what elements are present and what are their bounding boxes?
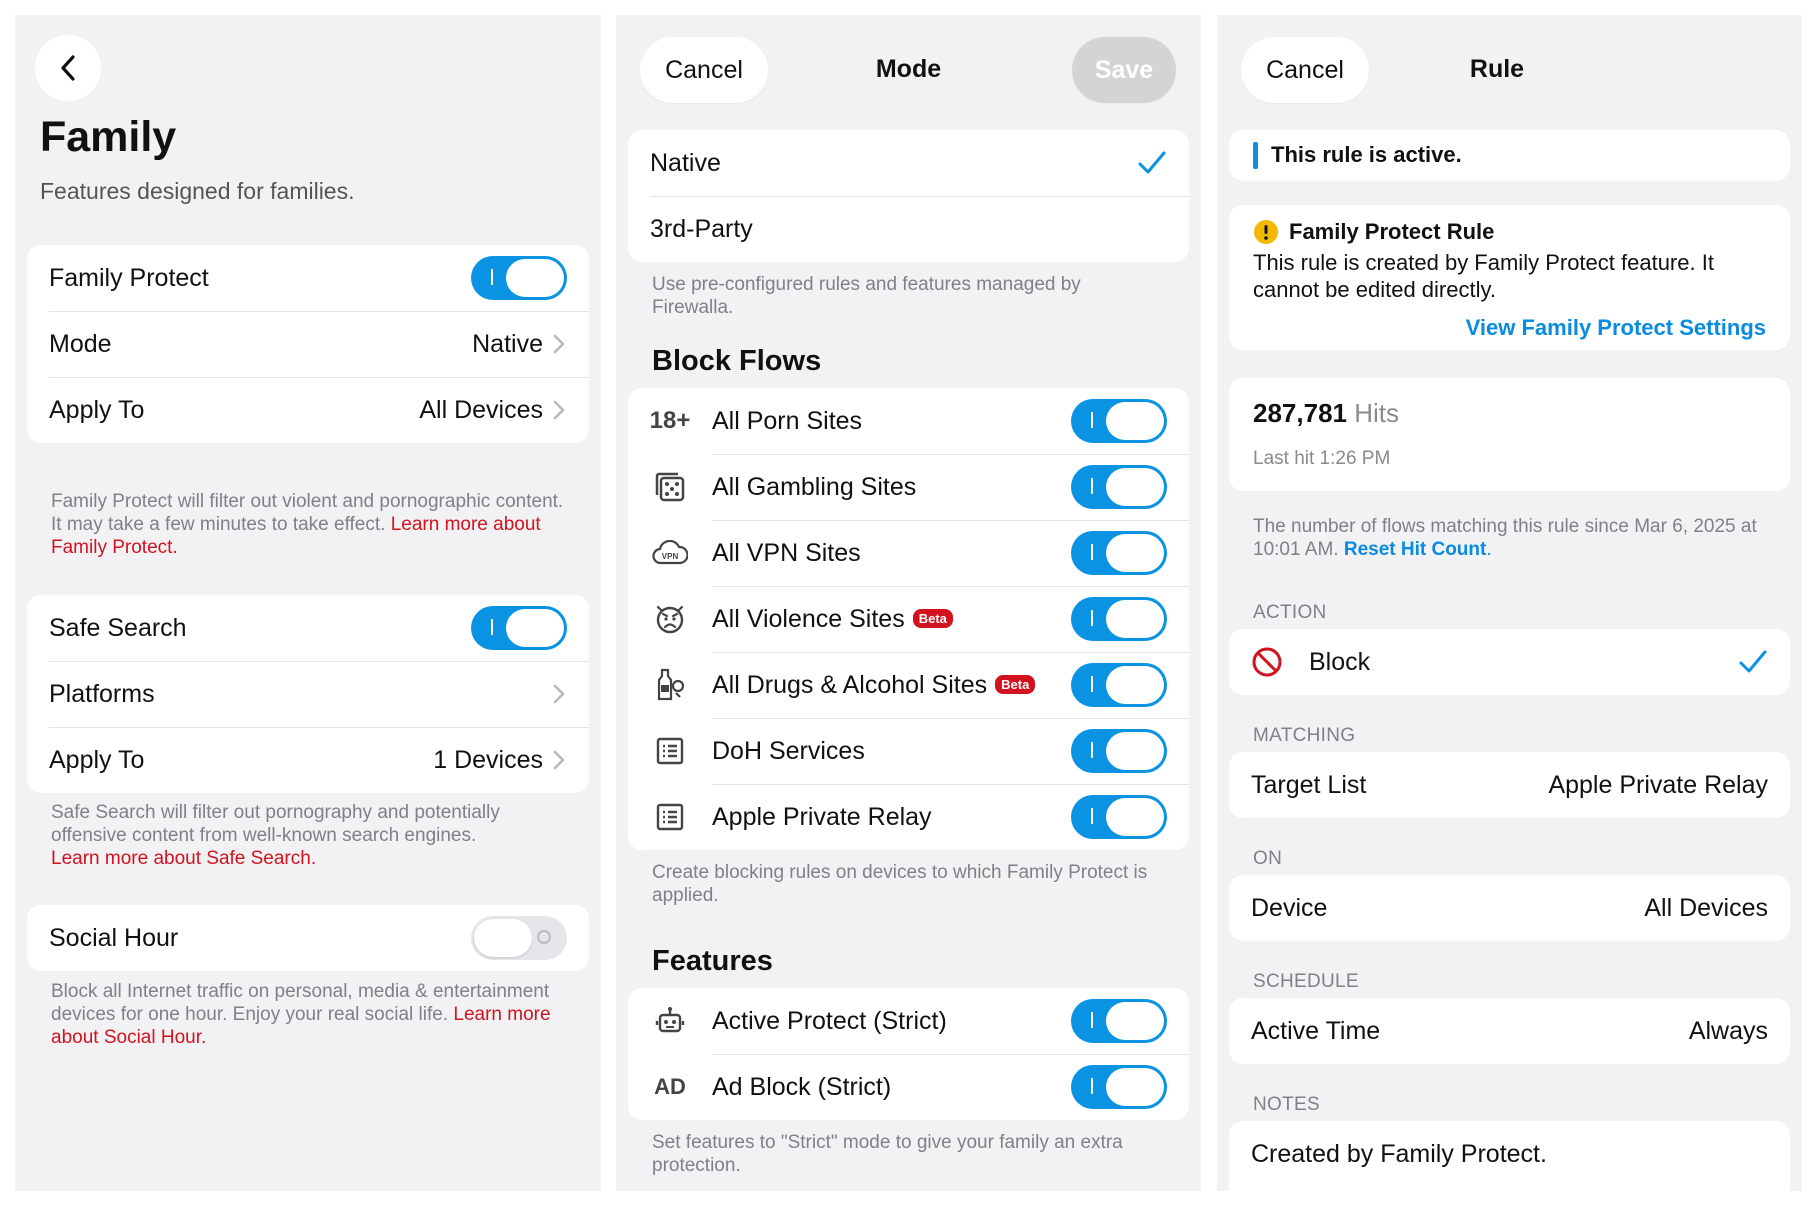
features-heading: Features bbox=[652, 945, 773, 977]
footnote-text: Block all Internet traffic on personal, media & entertainment devices for one hour. Enjoy your real social life. bbox=[51, 981, 550, 1025]
reset-hit-count-link[interactable]: Reset Hit Count bbox=[1343, 539, 1487, 560]
footnote-text: Safe Search will filter out pornography and potentially offensive content from well-known search engines. bbox=[51, 802, 500, 846]
target-list-row bbox=[1229, 752, 1790, 818]
action-value: Block bbox=[1309, 647, 1371, 676]
hits-label: Hits bbox=[1354, 398, 1399, 428]
family-protect-toggle[interactable] bbox=[471, 256, 567, 300]
social-hour-label: Social Hour bbox=[49, 923, 179, 952]
flow-label: DoH Services bbox=[712, 736, 865, 765]
action-header: ACTION bbox=[1253, 602, 1327, 623]
feature-toggle[interactable] bbox=[1071, 1065, 1167, 1109]
mode-options-group bbox=[628, 130, 1189, 262]
cancel-button[interactable]: Cancel bbox=[1241, 37, 1369, 103]
page-title: Family bbox=[40, 113, 177, 161]
flow-label: All VPN Sites bbox=[712, 538, 861, 567]
flows-note: Create blocking rules on devices to which Family Protect is applied. bbox=[652, 862, 1148, 906]
active-banner-text: This rule is active. bbox=[1271, 142, 1462, 167]
social-hour-group bbox=[27, 905, 589, 971]
active-time-row bbox=[1229, 998, 1790, 1064]
family-protect-row bbox=[27, 245, 589, 311]
safe-search-footnote bbox=[51, 801, 571, 870]
page-subtitle: Features designed for families. bbox=[40, 178, 355, 204]
checkmark-icon bbox=[1738, 649, 1768, 675]
cancel-button[interactable]: Cancel bbox=[640, 37, 768, 103]
checkmark-icon bbox=[1137, 150, 1167, 176]
flow-row-gambling bbox=[628, 454, 1189, 520]
mode-screen bbox=[616, 15, 1201, 1191]
ad-icon: AD bbox=[654, 1074, 686, 1099]
learn-more-safe-search-link[interactable]: Learn more about Safe Search bbox=[51, 848, 311, 869]
footnote-end: . bbox=[201, 1027, 207, 1048]
device-label: Device bbox=[1251, 893, 1328, 922]
safe-search-toggle[interactable] bbox=[471, 606, 567, 650]
active-time-label: Active Time bbox=[1251, 1016, 1381, 1045]
flow-row-violence bbox=[628, 586, 1189, 652]
feature-row-ad-block bbox=[628, 1054, 1189, 1120]
flow-toggle[interactable] bbox=[1071, 729, 1167, 773]
flow-row-vpn bbox=[628, 520, 1189, 586]
platforms-row[interactable] bbox=[27, 661, 589, 727]
feature-label: Active Protect (Strict) bbox=[712, 1006, 947, 1035]
feature-label: Ad Block (Strict) bbox=[712, 1072, 892, 1101]
flow-toggle[interactable] bbox=[1071, 465, 1167, 509]
safe-search-group bbox=[27, 595, 589, 793]
social-hour-row bbox=[27, 905, 589, 971]
beta-badge: Beta bbox=[995, 675, 1035, 694]
vpn-cloud-icon bbox=[650, 533, 690, 573]
list-icon bbox=[650, 797, 690, 837]
flow-toggle[interactable] bbox=[1071, 795, 1167, 839]
learn-more-family-protect-link[interactable]: Learn more about Family Protect bbox=[51, 514, 541, 558]
schedule-header: SCHEDULE bbox=[1253, 971, 1359, 992]
eighteen-plus-icon: 18+ bbox=[649, 407, 691, 434]
nav-title: Mode bbox=[875, 55, 942, 83]
hits-count: 287,781 bbox=[1253, 398, 1347, 428]
action-group bbox=[1229, 629, 1790, 695]
on-group bbox=[1229, 875, 1790, 941]
chevron-right-icon bbox=[553, 399, 567, 421]
active-banner bbox=[1229, 130, 1790, 181]
active-indicator-bar bbox=[1253, 142, 1258, 169]
feature-toggle[interactable] bbox=[1071, 999, 1167, 1043]
active-time-value: Always bbox=[1688, 1016, 1768, 1045]
flow-toggle[interactable] bbox=[1071, 399, 1167, 443]
platforms-label: Platforms bbox=[49, 679, 155, 708]
hits-card bbox=[1229, 378, 1790, 491]
dice-icon bbox=[650, 467, 690, 507]
view-family-protect-settings-link[interactable]: View Family Protect Settings bbox=[1465, 315, 1766, 340]
flow-label bbox=[712, 605, 1071, 634]
apply-to-value: 1 Devices bbox=[433, 745, 543, 774]
flow-toggle[interactable] bbox=[1071, 597, 1167, 641]
feature-row-active-protect bbox=[628, 988, 1189, 1054]
flow-row-doh bbox=[628, 718, 1189, 784]
safe-search-row bbox=[27, 595, 589, 661]
bottle-icon bbox=[650, 665, 690, 705]
chevron-left-icon bbox=[58, 54, 78, 82]
flow-row-apple-private-relay bbox=[628, 784, 1189, 850]
notes-row bbox=[1229, 1121, 1790, 1187]
flow-toggle[interactable] bbox=[1071, 531, 1167, 575]
safe-search-apply-to-row[interactable] bbox=[27, 727, 589, 793]
social-hour-toggle[interactable] bbox=[471, 916, 567, 960]
mode-option-label: Native bbox=[650, 148, 721, 177]
notes-header: NOTES bbox=[1253, 1094, 1320, 1115]
family-protect-footnote bbox=[51, 490, 571, 559]
mode-label: Mode bbox=[49, 329, 112, 358]
save-button[interactable]: Save bbox=[1072, 37, 1176, 103]
apply-to-label: Apply To bbox=[49, 745, 145, 774]
mode-value: Native bbox=[472, 329, 543, 358]
learn-more-social-hour-link[interactable]: Learn more about Social Hour bbox=[51, 1004, 551, 1048]
schedule-group bbox=[1229, 998, 1790, 1064]
flow-label-text: All Violence Sites bbox=[712, 604, 905, 633]
chevron-right-icon bbox=[553, 683, 567, 705]
matching-header: MATCHING bbox=[1253, 725, 1356, 746]
info-card bbox=[1229, 205, 1790, 350]
apply-to-label: Apply To bbox=[49, 395, 145, 424]
apply-to-value: All Devices bbox=[419, 395, 543, 424]
target-list-value: Apple Private Relay bbox=[1548, 770, 1768, 799]
flow-row-drugs bbox=[628, 652, 1189, 718]
hits-note bbox=[1253, 515, 1773, 561]
warning-icon bbox=[1253, 219, 1279, 245]
mode-option-label: 3rd-Party bbox=[650, 214, 753, 243]
on-header: ON bbox=[1253, 848, 1283, 869]
notes-value: Created by Family Protect. bbox=[1251, 1139, 1547, 1168]
features-group bbox=[628, 988, 1189, 1120]
family-protect-group bbox=[27, 245, 589, 443]
social-hour-footnote bbox=[51, 980, 571, 1049]
hits-note-text: The number of flows matching this rule since Mar 6, 2025 at 10:01 AM. bbox=[1253, 516, 1757, 560]
footnote-end: . bbox=[310, 848, 317, 869]
footnote-text: Family Protect will filter out violent and pornographic content. It may take a few minutes to take effect. bbox=[51, 491, 564, 535]
svg-text:VPN: VPN bbox=[661, 552, 679, 561]
hits-summary bbox=[1253, 398, 1399, 429]
list-icon bbox=[650, 731, 690, 771]
mode-row[interactable] bbox=[27, 311, 589, 377]
nav-title: Rule bbox=[1469, 55, 1525, 83]
features-note: Set features to "Strict" mode to give your family an extra protection. bbox=[652, 1132, 1123, 1176]
angry-face-icon bbox=[650, 599, 690, 639]
safe-search-label: Safe Search bbox=[49, 613, 187, 642]
chevron-right-icon bbox=[553, 749, 567, 771]
matching-group bbox=[1229, 752, 1790, 818]
beta-badge: Beta bbox=[913, 609, 953, 628]
last-hit: Last hit 1:26 PM bbox=[1253, 448, 1391, 469]
chevron-right-icon bbox=[553, 333, 567, 355]
block-icon bbox=[1251, 646, 1283, 678]
apply-to-row[interactable] bbox=[27, 377, 589, 443]
rule-screen bbox=[1217, 15, 1802, 1191]
device-value: All Devices bbox=[1644, 893, 1768, 922]
flow-label bbox=[712, 671, 1071, 700]
flow-row-porn bbox=[628, 388, 1189, 454]
notes-group bbox=[1229, 1121, 1790, 1191]
flow-label: All Porn Sites bbox=[712, 406, 863, 435]
hits-note-end: . bbox=[1486, 539, 1492, 560]
footnote-end: . bbox=[172, 537, 178, 558]
flow-label-text: All Drugs & Alcohol Sites bbox=[712, 670, 988, 699]
action-row[interactable] bbox=[1229, 629, 1790, 695]
flow-label: Apple Private Relay bbox=[712, 802, 932, 831]
back-button[interactable] bbox=[35, 35, 101, 101]
block-flows-heading: Block Flows bbox=[652, 345, 822, 377]
family-protect-label: Family Protect bbox=[49, 263, 209, 292]
flow-label: All Gambling Sites bbox=[712, 472, 917, 501]
device-row bbox=[1229, 875, 1790, 941]
modes-note: Use pre-configured rules and features managed by Firewalla. bbox=[652, 274, 1081, 318]
family-screen bbox=[15, 15, 601, 1191]
mode-option-native[interactable] bbox=[628, 130, 1189, 196]
mode-option-3rd-party[interactable] bbox=[628, 196, 1189, 262]
info-body: This rule is created by Family Protect feature. It cannot be edited directly. bbox=[1253, 250, 1714, 302]
info-title: Family Protect Rule bbox=[1289, 219, 1495, 244]
target-list-label: Target List bbox=[1251, 770, 1367, 799]
block-flows-group bbox=[628, 388, 1189, 850]
robot-icon bbox=[650, 1001, 690, 1041]
flow-toggle[interactable] bbox=[1071, 663, 1167, 707]
